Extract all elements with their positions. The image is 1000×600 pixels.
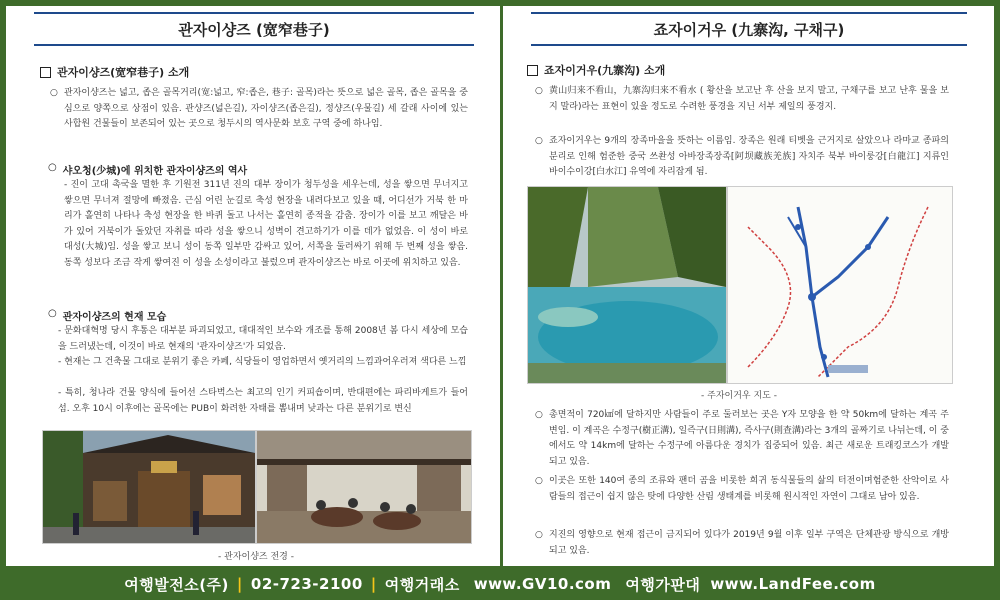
circle-bullet-icon: ○ bbox=[535, 530, 543, 540]
right-para-5 bbox=[535, 528, 949, 559]
right-para-4-text: 이곳은 또한 140여 종의 조류와 팬더 곰을 비롯한 희귀 동식물들의 삶의 터전이며험준한 산악이로 사람들의 접근이 쉽지 않은 탓에 다양한 산림 생태계를 비롯해 원시적인 자연이 그대로 남아 있음. bbox=[549, 476, 949, 502]
footer-site-gv10[interactable]: www.GV10.com bbox=[473, 575, 612, 593]
right-section-heading bbox=[527, 62, 665, 78]
left-title: 관자이샹즈 (宽窄巷子) bbox=[34, 12, 474, 46]
history-heading bbox=[48, 162, 247, 177]
photo-starbucks-street bbox=[42, 430, 256, 544]
circle-bullet-icon: ○ bbox=[535, 136, 543, 146]
street-photo-illustration bbox=[43, 431, 255, 543]
current-heading-text: 관자이샹즈의 현재 모습 bbox=[62, 312, 167, 323]
right-para-2 bbox=[535, 134, 949, 181]
left-section-heading bbox=[40, 64, 189, 80]
current-item-3: - 특히, 청나라 건물 양식에 들어선 스타벅스는 최고의 인기 커피숍이며, 반대편에는 파리바게트가 들어섬. 오후 10시 이후에는 골목에는 PUB이 화려한 자태를 뽐내며 낮과는 다른 분위기로 변신 bbox=[58, 388, 468, 414]
footer-bar bbox=[0, 568, 1000, 600]
footer-company: 여행발전소(주) bbox=[124, 575, 229, 594]
left-section-heading-text: 관자이샹즈(宽窄巷子) 소개 bbox=[57, 66, 190, 79]
circle-bullet-icon: ○ bbox=[50, 88, 58, 98]
history-text: - 진이 고대 촉국을 멸한 후 기원전 311년 진의 대부 장이가 청두성을 세우는데, 성을 쌓으면 무너지고 쌓으면 무너져 절망에 빠졌음. 근심 어린 눈길로 축성 현장을 내려다보고 있을 때, 어디선가 거북 한 마리가 홀연히 나타나 축성 현장을 한 바퀴 돌고 나서는 홀연히 종적을 감춤. 장이가 이를 보고 깨달은 바가 있어 거북이가 돌았던 자취를 따라 성을 쌓으니 성벽이 견고하기가 이를 데가 없었음. 이 성이 바로 대성(大城)임. 성을 쌓고 보니 성이 동쪽 일부만 감싸고 있어, 서쪽을 둘러싸기 위해 두 번째 성을 쌓음. 동쪽 성보다 조금 작게 쌓여진 이 성을 소성이라고 불렀으며 관자이샹즈는 바로 이곳에 위치하고 있음. bbox=[64, 180, 468, 268]
right-title: 죠자이거우 (九寨沟, 구채구) bbox=[531, 12, 967, 46]
left-panel bbox=[6, 6, 500, 566]
circle-bullet-icon: ○ bbox=[48, 162, 57, 173]
photo-cafe-courtyard bbox=[256, 430, 472, 544]
right-para-3 bbox=[535, 408, 949, 470]
courtyard-photo-illustration bbox=[257, 431, 471, 543]
circle-bullet-icon: ○ bbox=[535, 86, 543, 96]
footer-separator: | bbox=[370, 575, 377, 593]
right-para-3-text: 총면적이 720㎢에 달하지만 사람들이 주로 둘러보는 곳은 Y자 모양을 한 약 50km에 달하는 계곡 주변임. 이 계곡은 수정구(樹正溝), 일즉구(日則溝), 즉사구(則查溝)라는 3개의 골짜기로 나뉘는데, 이 중에서도 약 14km에 달하는 수정구에 아름다운 경치가 집중되어 있음. 최근 새로운 트래킹코스가 개발되고 있음. bbox=[549, 410, 949, 467]
history-heading-text: 샤오청(少城)에 위치한 관자이샹즈의 역사 bbox=[62, 166, 248, 177]
left-photo-caption: - 관자이샹즈 전경 - bbox=[218, 552, 294, 562]
right-para-4 bbox=[535, 474, 949, 505]
jiuzhaigou-map bbox=[727, 186, 953, 384]
right-para-5-text: 지진의 영향으로 현재 접근이 금지되어 있다가 2019년 9월 이후 일부 구역은 단체관광 방식으로 개방되고 있음. bbox=[549, 530, 949, 556]
footer-exchange: 여행거래소 bbox=[384, 575, 460, 594]
right-para-2-text: 죠자이거우는 9개의 장족마을을 뜻하는 이름임. 장족은 원래 티벳을 근거지로 살았으나 라마교 종파의 분리로 인해 험준한 중국 쓰촨성 아바장족장족[阿坝藏族羌族] 자치주 북부 바이룽강[白龍江] 지류인 바이수이강[白水江] 유역에 자리잡게 됨. bbox=[549, 136, 949, 177]
footer-site-landfee[interactable]: www.LandFee.com bbox=[710, 575, 876, 593]
checkbox-square-icon bbox=[40, 67, 51, 78]
current-item-2: - 현재는 그 건축물 그대로 분위기 좋은 카페, 식당들이 영업하면서 옛거리의 느낌과어우러져 색다른 느낌 bbox=[58, 357, 467, 367]
map-illustration bbox=[728, 187, 952, 383]
current-item-1: - 문화대혁명 당시 후통은 대부분 파괴되었고, 대대적인 보수와 개조를 통해 2008년 봄 다시 세상에 모습을 드러냈는데, 이것이 바로 현재의 '관자이샹즈'가 되었음. bbox=[58, 326, 468, 352]
footer-separator: | bbox=[236, 575, 243, 593]
footer-phone: 02-723-2100 bbox=[250, 575, 363, 593]
right-para-1-text: 黄山归来不看山，九寨沟归来不看水 ( 황산을 보고난 후 산을 보지 말고, 구채구를 보고 난후 물을 보지 말라)라는 표현이 있을 정도로 수려한 풍경을 지닌 서부 제일의 풍경지. bbox=[549, 86, 949, 112]
circle-bullet-icon: ○ bbox=[535, 476, 543, 486]
circle-bullet-icon: ○ bbox=[535, 410, 543, 420]
right-section-heading-text: 죠자이거우(九寨沟) 소개 bbox=[544, 64, 666, 77]
right-panel bbox=[503, 6, 994, 566]
lake-photo-illustration bbox=[528, 187, 726, 383]
left-intro-text: 관자이샹즈는 넓고, 좁은 골목거리(宽:넓고, 窄:좁은, 巷子: 골목)라는 뜻으로 넓은 골목, 좁은 골목을 중심으로 양쪽으로 상점이 있음. 관샹즈(넓은길), 자이샹즈(좁은길), 정샹즈(우물길) 세 갈래 사이에 있는 사합원 건물들이 보존되어 있는 곳으로 청두시의 역사문화 보호 구역 중에 하나임. bbox=[64, 88, 468, 129]
photo-jiuzhaigou-lake bbox=[527, 186, 727, 384]
left-intro bbox=[50, 86, 468, 133]
current-heading bbox=[48, 308, 166, 323]
map-caption: - 주자이거우 지도 - bbox=[701, 391, 777, 401]
circle-bullet-icon: ○ bbox=[48, 308, 57, 319]
checkbox-square-icon bbox=[527, 65, 538, 76]
footer-market: 여행가판대 bbox=[625, 575, 701, 594]
right-para-1 bbox=[535, 84, 949, 115]
